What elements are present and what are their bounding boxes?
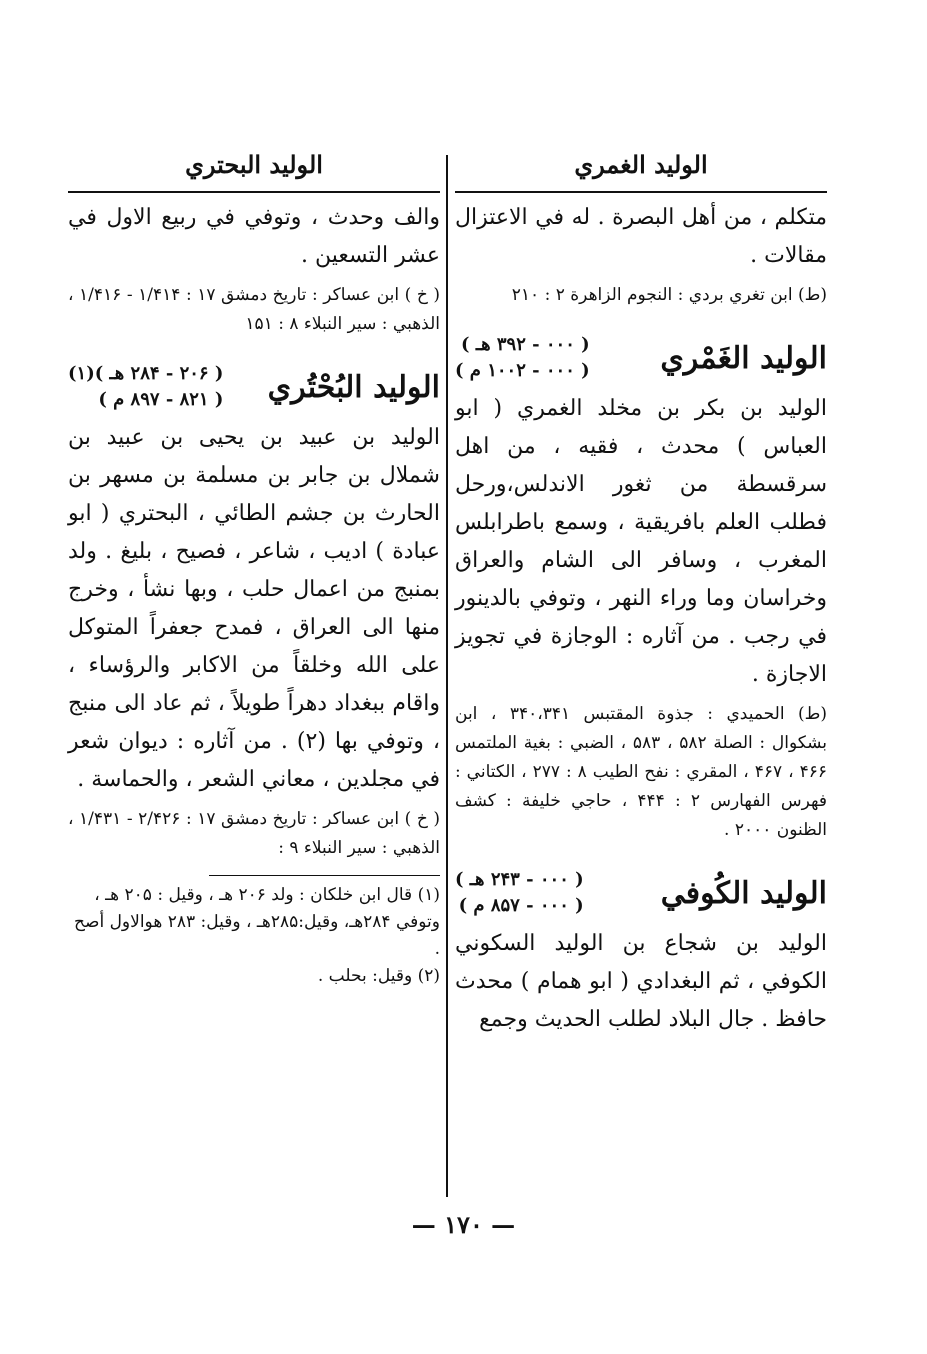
entry-refs: ( خ ) ابن عساكر : تاريخ دمشق ۱۷ : ۲/۴۲۶ - ۱/۴۳۱ ، الذهبي : سير النبلاء ۹ : <box>68 809 440 858</box>
continuation-ref-right: (ط) ابن تغري بردي : النجوم الزاهرة ۲ : ۲۱۰ <box>511 285 827 305</box>
continuation-ref-left: ( خ ) ابن عساكر : تاريخ دمشق ۱۷ : ۱/۴۱۴ - ۱/۴۱۶ ، الذهبي : سير النبلاء ۸ : ۱۵۱ <box>68 285 440 334</box>
entry-alwalid-alkufi <box>455 867 827 1039</box>
page-number: — ۱۷۰ — <box>411 1210 516 1239</box>
entry-alwalid-alghamri <box>455 332 827 845</box>
continuation-text-right: متكلم ، من أهل البصرة . له في الاعتزال مقالات . <box>455 205 827 268</box>
right-column <box>455 145 827 1045</box>
entry-text: الوليد بن عبيد بن يحيى بن عبيد بن شملال بن جابر بن مسلمة بن مسهر بن الحارث بن جشم الطائي ، البحتري ( ابو عبادة ) اديب ، شاعر ، فصيح ، بليغ . ولد بمنبج من اعمال حلب ، وبها نشأ ، وخرج منها الى العراق ، فمدح جعفراً المتوكل على الله وخلقاً من الاكابر والرؤساء ، واقام ببغداد دهراً طويلاً ، ثم عاد الى منبج ، وتوفي بها (۲) . من آثاره : ديوان شعر في مجلدين ، معاني الشعر ، والحماسة . <box>68 425 440 792</box>
head-rule-right <box>455 191 827 193</box>
column-divider <box>446 155 448 1197</box>
footnote: (۲) وقيل: بحلب . <box>317 966 440 986</box>
continuation-text-left: والف وحدث ، وتوفي في ربيع الاول في عشر التسعين . <box>68 205 440 268</box>
head-rule-left <box>68 191 440 193</box>
dates-gregorian: ( ۰۰۰ - ۸۵۷ م ) <box>458 895 584 916</box>
dates-hijri: ( ۰۰۰ - ۳۹۲ هـ ) <box>461 334 590 355</box>
entry-dates <box>455 867 584 919</box>
dates-gregorian: ( ۸۲۱ - ۸۹۷ م ) <box>98 389 224 410</box>
entry-title: الوليد البُحْتُري <box>267 369 440 405</box>
entry-title: الوليد الغَمْري <box>660 340 827 376</box>
entry-dates <box>455 332 590 384</box>
footnotes <box>68 882 440 990</box>
left-column <box>68 145 440 990</box>
dates-gregorian: ( ۰۰۰ - ۱۰۰۲ م ) <box>455 360 590 381</box>
entry-dates <box>68 361 223 413</box>
entry-refs: (ط) الحميدي : جذوة المقتبس ۳۴۰،۳۴۱ ، ابن بشكوال : الصلة ۵۸۲ ، ۵۸۳ ، الضبي : بغية الملتمس ۴۶۶ ، ۴۶۷ ، المقري : نفح الطيب ۸ : ۲۷۷ ، الكتاني : فهرس الفهارس ۲ : ۴۴۴ ، حاجي خليفة : كشف الظنون ۲۰۰۰ . <box>455 704 828 840</box>
dates-hijri: ( ۲۰۶ - ۲۸۴ هـ )(۱) <box>68 363 224 384</box>
dates-hijri: ( ۰۰۰ - ۲۴۳ هـ ) <box>455 869 584 890</box>
entry-heading <box>455 332 827 384</box>
entry-heading <box>68 361 440 413</box>
entry-title: الوليد الكُوفي <box>660 875 827 911</box>
entry-heading <box>455 867 827 919</box>
running-head-left: الوليد البحتري <box>185 150 323 179</box>
footnote: (۱) قال ابن خلكان : ولد ۲۰۶ هـ ، وقيل : ۲۰۵ هـ ، وتوفي ۲۸۴هـ، وقيل:۲۸۵هـ ، وقيل: ۲۸۳ هوالاول أصح . <box>74 885 440 959</box>
running-head-right: الوليد الغمري <box>574 150 708 179</box>
entry-alwalid-albuhturi <box>68 361 440 863</box>
entry-text: الوليد بن شجاع بن الوليد السكوني الكوفي ، ثم البغدادي ( ابو همام ) محدث حافظ . جال البلاد لطلب الحديث وجمع <box>455 931 827 1032</box>
entry-text: الوليد بن بكر بن مخلد الغمري ( ابو العباس ) محدث ، فقيه ، من اهل سرقسطة من ثغور الاندلس،ورحل فطلب العلم بافريقية ، وسمع باطرابلس المغرب ، وسافر الى الشام والعراق وخراسان وما وراء النهر ، وتوفي بالدينور في رجب . من آثاره : الوجازة في تجويز الاجازة . <box>455 396 827 687</box>
footnote-rule <box>209 875 440 876</box>
